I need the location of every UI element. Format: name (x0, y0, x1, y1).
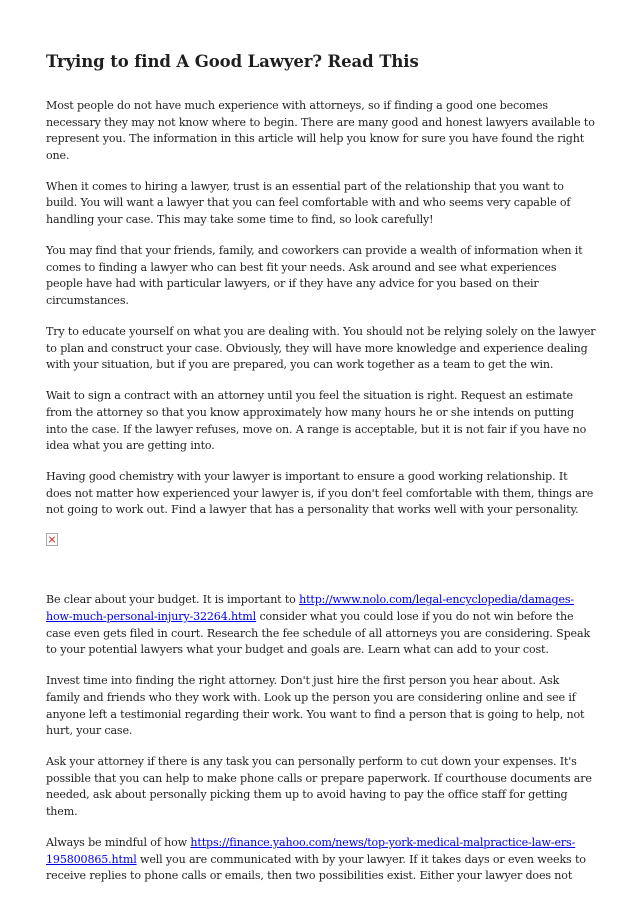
article-title: Trying to find A Good Lawyer? Read This (46, 52, 419, 71)
paragraph-3: You may find that your friends, family, and coworkers can provide a wealth of information when it comes to finding a lawyer who can best fit your needs. Ask around and see what experiences people have had with particular lawyers, or if they have any advice for you based on their circumstances. (46, 244, 583, 307)
broken-image-icon (46, 533, 58, 546)
paragraph-7-text-before: Be clear about your budget. It is important to (46, 593, 300, 607)
paragraph-9: Ask your attorney if there is any task you can personally perform to cut down your expenses. It's possible that you can help to make phone calls or prepare paperwork. If courthouse documents are needed, ask about personally picking them up to avoid having to pay the office staff for getting them. (46, 755, 592, 818)
paragraph-1: Most people do not have much experience with attorneys, so if finding a good one becomes necessary they may not know where to begin. There are many good and honest lawyers available to represent you. The information in this article will help you know for sure you have found the right one. (46, 99, 595, 162)
paragraph-10-text-after: well you are communicated with by your lawyer. If it takes days or even weeks to receive replies to phone calls or emails, then two possibilities exist. Either your lawyer does not (46, 852, 586, 883)
paragraph-10 (46, 835, 596, 885)
paragraph-10-text-before: Always be mindful of how (46, 836, 191, 850)
paragraph-7-text-after: consider what you could lose if you do not win before the case even gets filed in court. Research the fee schedule of all attorneys you are considering. Speak to your potential lawyers what your budget and goals are. Learn what can add to your cost. (46, 610, 591, 657)
paragraph-2: When it comes to hiring a lawyer, trust is an essential part of the relationship that you want to build. You will want a lawyer that you can feel comfortable with and who seems very capable of handling your case. This may take some time to find, so look carefully! (46, 179, 571, 227)
article (46, 52, 596, 899)
paragraph-6: Having good chemistry with your lawyer is important to ensure a good working relationship. It does not matter how experienced your lawyer is, if you don't feel comfortable with them, things are not going to work out. Find a lawyer that has a personality that works well with your personality. (46, 470, 594, 517)
nolo-article-link[interactable]: http://www.nolo.com/legal-encyclopedia/damages-how-much-personal-injury-32264.html (46, 593, 575, 624)
paragraph-8: Invest time into finding the right attorney. Don't just hire the first person you hear about. Ask family and friends who they work with. Look up the person you are considering online and see if anyone left a testimonial regarding their work. You want to find a person that is going to help, not hurt, your case. (46, 674, 585, 738)
paragraph-4: Try to educate yourself on what you are dealing with. You should not be relying solely on the lawyer to plan and construct your case. Obviously, they will have more knowledge and experience dealing with your situation, but if you are prepared, you can work together as a team to get the win. (46, 325, 596, 372)
yahoo-finance-link[interactable]: https://finance.yahoo.com/news/top-york-medical-malpractice-law-ers-195800865.html (46, 836, 576, 866)
paragraph-5: Wait to sign a contract with an attorney until you feel the situation is right. Request an estimate from the attorney so that you know approximately how many hours he or she intends on putting into the case. If the lawyer refuses, move on. A range is acceptable, but it is not fair if you have no idea what you are getting into. (46, 389, 587, 453)
paragraph-7 (46, 592, 596, 658)
